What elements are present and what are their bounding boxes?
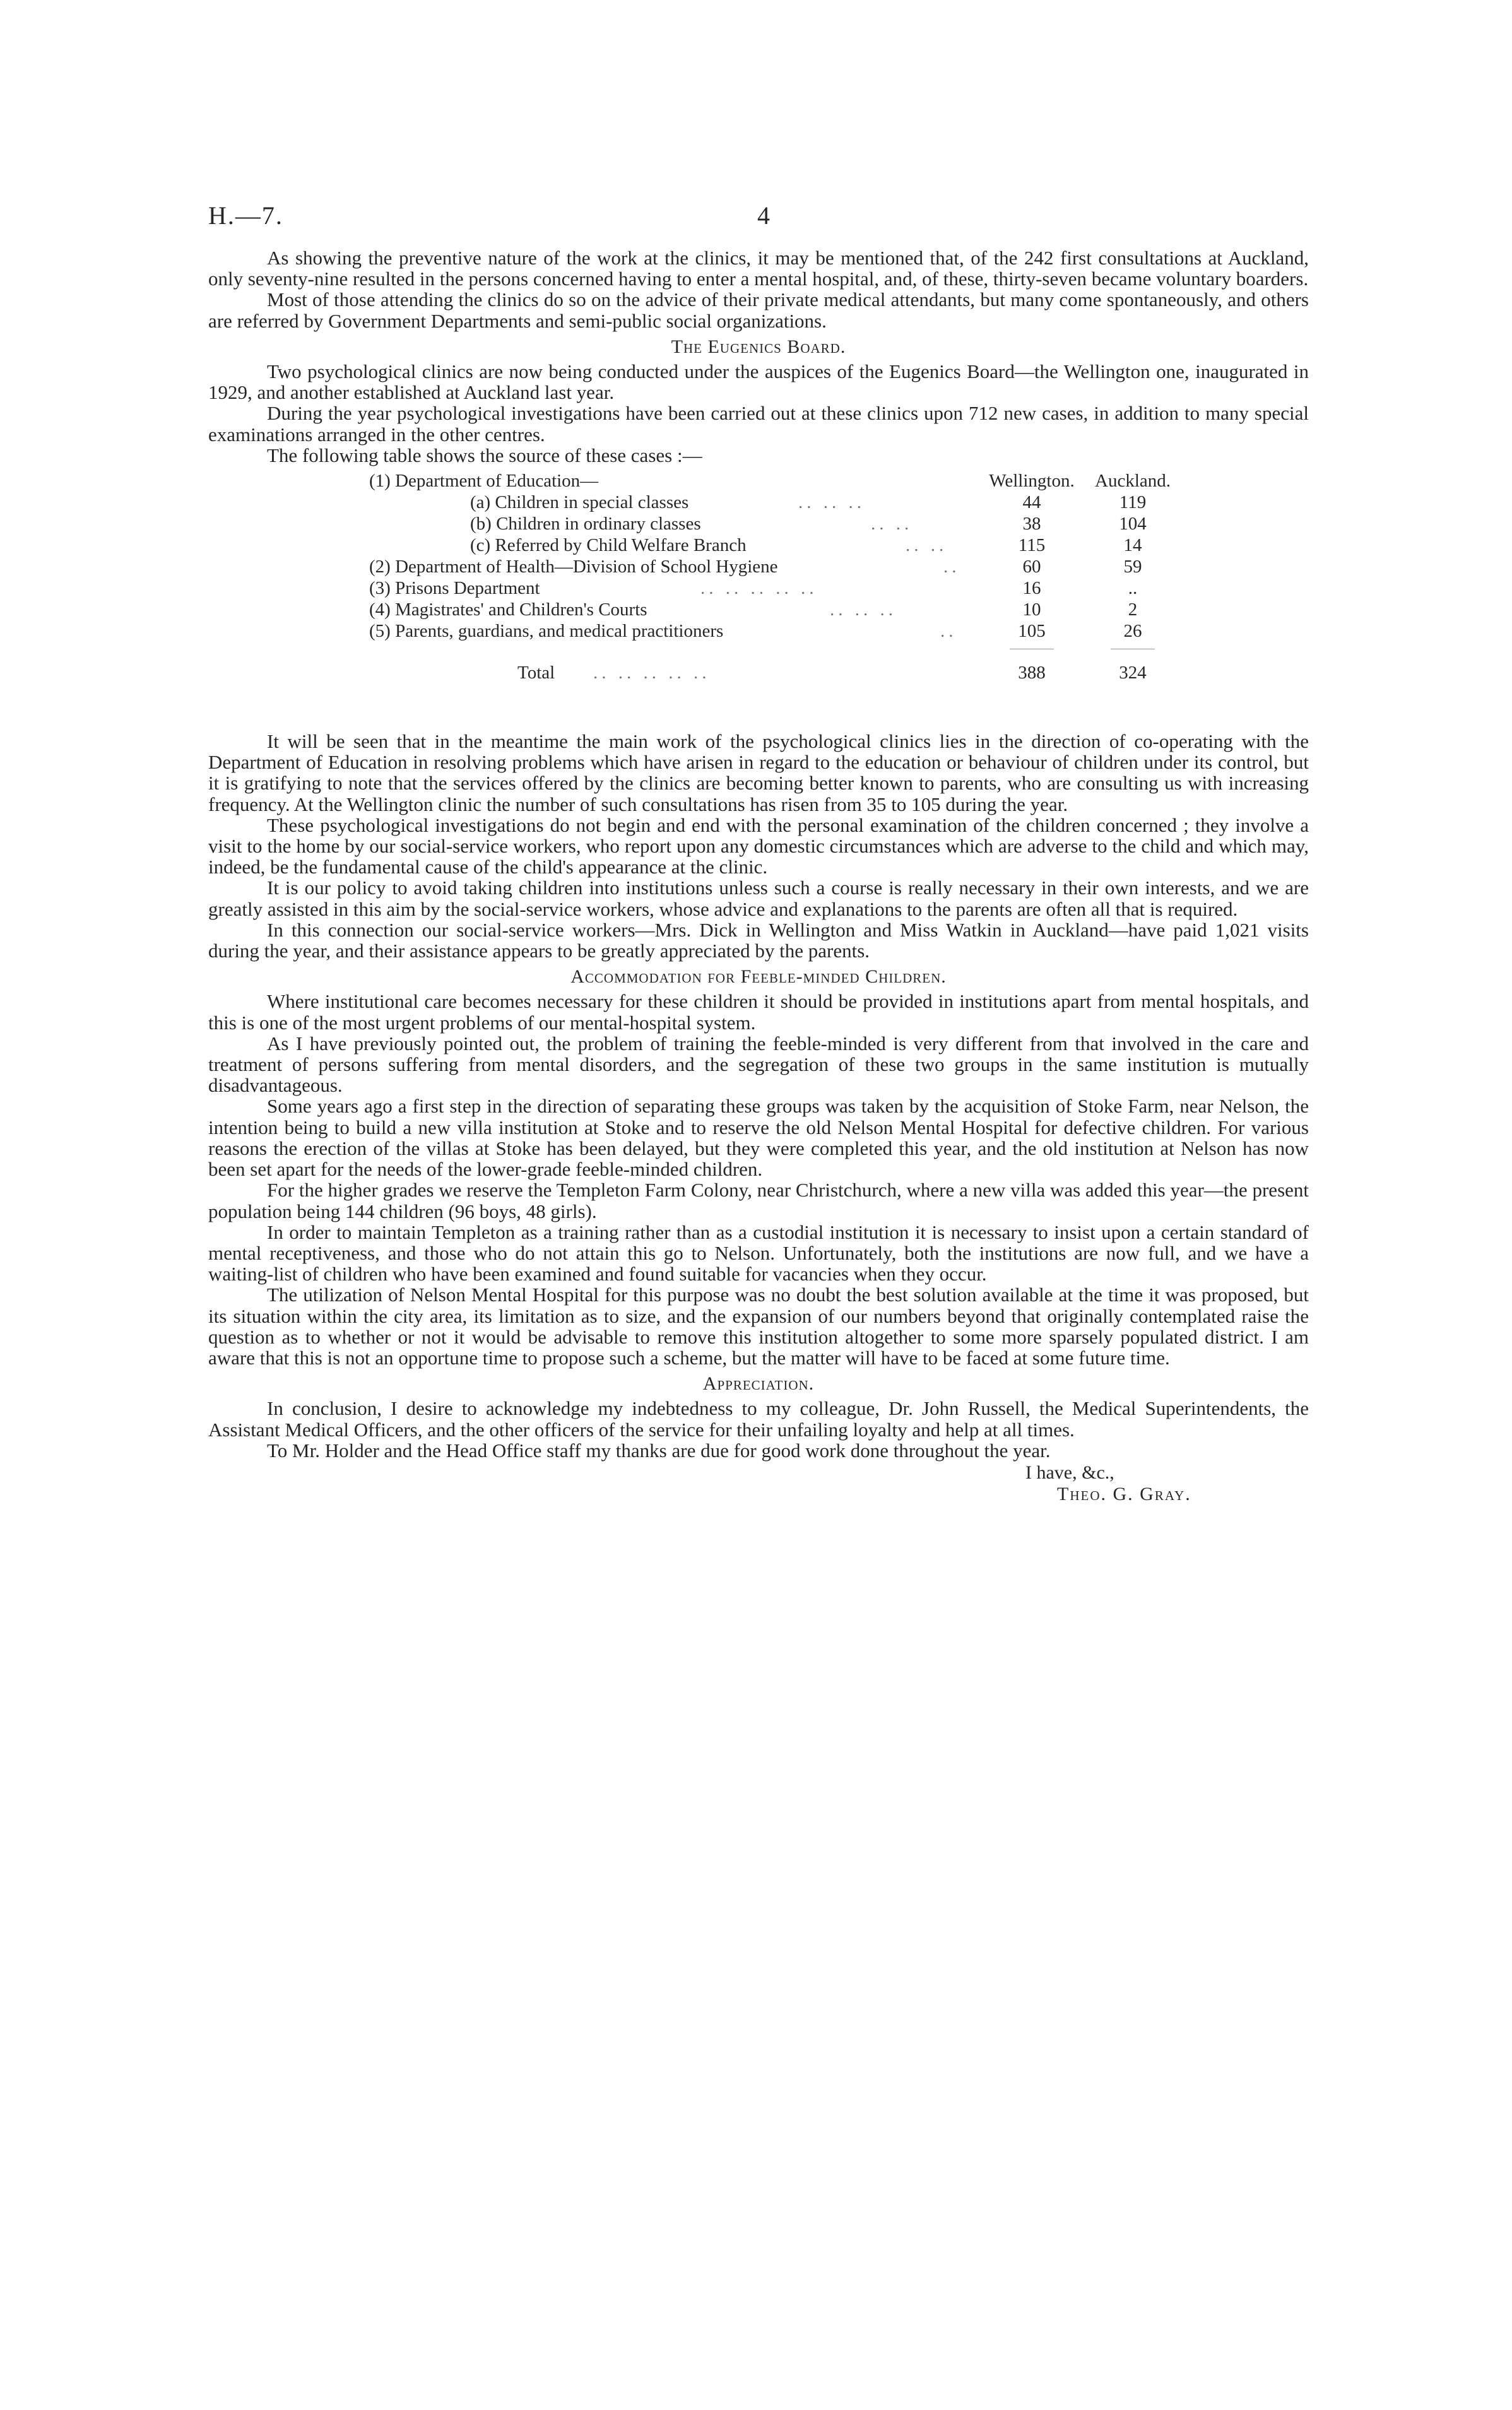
paragraph: It will be seen that in the meantime the main work of the psychological clinics lies in the direction of co-operating with the Department of Education in resolving problems which have arisen in regard to the education or behaviour of children under its control, but it is gratifying to note that the services offered by the clinics are becoming better known to parents, who are consulting us with increasing frequency. At the Wellington clinic the number of such consultations has risen from 35 to 105 during the year. xyxy=(208,730,1309,815)
total-auckland: 324 xyxy=(1119,663,1147,683)
cell-auckland: 14 xyxy=(1123,535,1142,556)
dot-leader: .. .. .. xyxy=(798,492,865,513)
paragraph: For the higher grades we reserve the Templeton Farm Colony, near Christchurch, where a new villa was added this year—the present population being 144 children (96 boys, 48 girls). xyxy=(208,1179,1309,1222)
cell-wellington: 10 xyxy=(1022,600,1041,620)
column-header-wellington: Wellington. xyxy=(989,471,1075,492)
cell-auckland: .. xyxy=(1128,578,1138,599)
cell-wellington: 44 xyxy=(1022,492,1041,513)
paragraph: Some years ago a first step in the direction of separating these groups was taken by the acquisition of Stoke Farm, near Nelson, the intention being to build a new villa institution at Stoke and to reserve the old Nelson Mental Hospital for defective children. For various reasons the erection of the villas at Stoke has been delayed, but they were completed this year, and the old institution at Nelson has now been set apart for the needs of the lower-grade feeble-minded children. xyxy=(208,1095,1309,1181)
paragraph: These psychological investigations do not begin and end with the personal examination of the children concerned ; they involve a visit to the home by our social-service workers, who report upon any domestic circumstances which are adverse to the child and which may, indeed, be the fundamental cause of the child's appearance at the clinic. xyxy=(208,813,1309,878)
row-label: (b) Children in ordinary classes xyxy=(470,514,701,535)
table-row xyxy=(208,492,1309,513)
dot-leader: .. .. .. xyxy=(830,600,897,620)
table-row xyxy=(208,578,1309,599)
paragraph: The utilization of Nelson Mental Hospital for this purpose was no doubt the best solution available at the time it was proposed, but its situation within the city area, its limitation as to size, and the expansion of our numbers beyond that originally contemplated raise the question as to whether or not it would be advisable to remove this institution altogether to some more sparsely populated district. I am aware that this is not an opportune time to propose such a scheme, but the matter will have to be faced at some future time. xyxy=(208,1284,1309,1369)
cell-wellington: 115 xyxy=(1018,535,1046,556)
cell-wellington: 105 xyxy=(1018,621,1046,642)
row-label: (4) Magistrates' and Children's Courts xyxy=(369,600,647,620)
table-row xyxy=(208,514,1309,535)
paragraph: Most of those attending the clinics do so on the advice of their private medical attendants, but many come spontaneously, and others are referred by Government Departments and semi-public social organizations. xyxy=(208,288,1309,332)
paragraph: In order to maintain Templeton as a training rather than as a custodial institution it is necessary to insist upon a certain standard of mental receptiveness, and those who do not attain this go to Nelson. Unfortunately, both the institutions are now full, and we have a waiting-list of children who have been examined and found suitable for vacancies when they occur. xyxy=(208,1220,1309,1285)
cell-auckland: 26 xyxy=(1123,621,1142,642)
section-heading-accommodation: Accommodation for Feeble-minded Children. xyxy=(570,966,947,988)
table-row xyxy=(208,471,1309,492)
dot-leader: .. xyxy=(940,621,957,642)
paragraph: To Mr. Holder and the Head Office staff my thanks are due for good work done throughout the year. xyxy=(267,1439,1051,1462)
cell-wellington: 38 xyxy=(1022,514,1041,535)
paragraph: As I have previously pointed out, the problem of training the feeble-minded is very different from that involved in the care and treatment of persons suffering from mental disorders, and the segregation of these two groups in the same institution is mutually disadvantageous. xyxy=(208,1032,1309,1097)
report-reference: H.—7. xyxy=(208,201,283,230)
closing-line: I have, &c., xyxy=(1025,1462,1114,1483)
dot-leader: .. .. .. .. .. xyxy=(593,663,711,683)
row-label: (c) Referred by Child Welfare Branch xyxy=(470,535,747,556)
dot-leader: .. .. .. .. .. xyxy=(700,578,818,599)
row-label: (3) Prisons Department xyxy=(369,578,540,599)
paragraph: In conclusion, I desire to acknowledge my indebtedness to my colleague, Dr. John Russell, the Medical Superintendents, the Assistant Medical Officers, and the other officers of the service for their unfailing loyalty and help at all times. xyxy=(208,1397,1309,1441)
dot-leader: .. xyxy=(943,557,960,577)
paragraph: In this connection our social-service workers—Mrs. Dick in Wellington and Miss Watkin in Auckland—have paid 1,021 visits during the year, and their assistance appears to be greatly appreciated by the parents. xyxy=(208,918,1309,962)
column-header-auckland: Auckland. xyxy=(1095,471,1171,492)
row-label: (a) Children in special classes xyxy=(470,492,689,513)
table-row xyxy=(208,557,1309,577)
dot-leader: .. .. xyxy=(906,535,948,556)
row-label: (5) Parents, guardians, and medical practitioners xyxy=(369,621,724,642)
cell-auckland: 59 xyxy=(1123,557,1142,577)
table-row xyxy=(208,621,1309,642)
paragraph: As showing the preventive nature of the work at the clinics, it may be mentioned that, of the 242 first consultations at Auckland, only seventy-nine resulted in the persons concerned having to enter a mental hospital, and, of these, thirty-seven became voluntary boarders. xyxy=(208,247,1309,290)
page-number: 4 xyxy=(757,201,770,230)
section-heading-eugenics-board: The Eugenics Board. xyxy=(671,336,846,357)
case-source-table xyxy=(208,466,1309,731)
paragraph: The following table shows the source of these cases :— xyxy=(267,444,702,466)
signatory-name: Theo. G. Gray. xyxy=(1057,1483,1191,1504)
total-wellington: 388 xyxy=(1018,663,1046,683)
row-label: (1) Department of Education— xyxy=(369,471,599,492)
cell-auckland: 119 xyxy=(1119,492,1147,513)
paragraph: Two psychological clinics are now being conducted under the auspices of the Eugenics Board—the Wellington one, inaugurated in 1929, and another established at Auckland last year. xyxy=(208,360,1309,404)
table-row xyxy=(208,600,1309,620)
row-label: (2) Department of Health—Division of School Hygiene xyxy=(369,557,778,577)
paragraph: It is our policy to avoid taking children into institutions unless such a course is really necessary in their own interests, and we are greatly assisted in this aim by the social-service workers, whose advice and explanations to the parents are often all that is required. xyxy=(208,877,1309,920)
section-heading-appreciation: Appreciation. xyxy=(702,1373,815,1395)
page-header xyxy=(208,201,1306,239)
total-label: Total xyxy=(517,663,555,683)
body-text xyxy=(208,247,1309,1505)
cell-auckland: 104 xyxy=(1119,514,1147,535)
signature-block xyxy=(208,1461,1309,1505)
table-total-row xyxy=(208,663,1309,683)
paragraph: During the year psychological investigations have been carried out at these clinics upon 712 new cases, in addition to many special examinations arranged in the other centres. xyxy=(208,402,1309,446)
dot-leader: .. .. xyxy=(871,514,913,535)
cell-wellington: 60 xyxy=(1022,557,1041,577)
cell-wellington: 16 xyxy=(1022,578,1041,599)
table-row xyxy=(208,535,1309,556)
cell-auckland: 2 xyxy=(1128,600,1138,620)
paragraph: Where institutional care becomes necessary for these children it should be provided in institutions apart from mental hospitals, and this is one of the most urgent problems of our mental-hospital system. xyxy=(208,990,1309,1034)
